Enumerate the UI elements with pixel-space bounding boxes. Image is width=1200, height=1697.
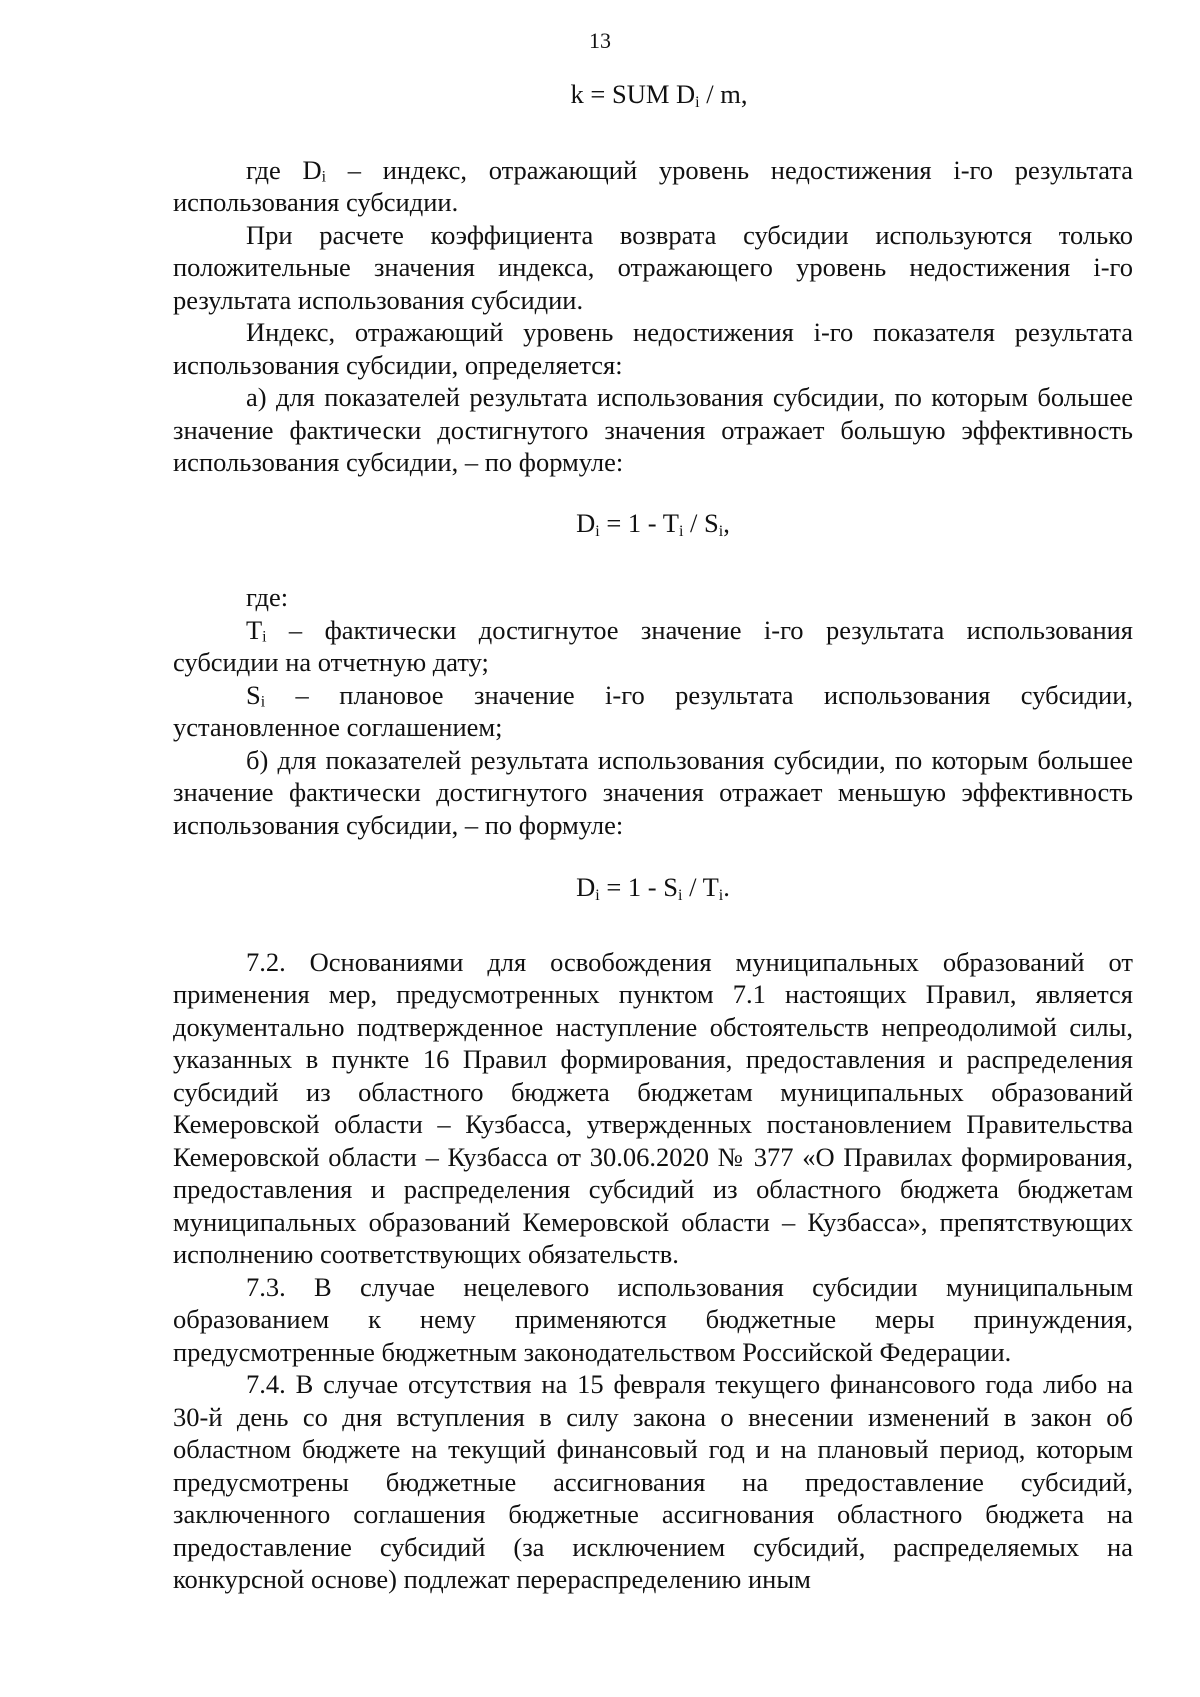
paragraph-7-4: 7.4. В случае отсутствия на 15 февраля текущего финансового года либо на 30-й день со дня вступления в силу закона о внесении изменений в закон об областном бюджете на текущий финансовый год и на плановый период, которым предусмотрены бюджетные ассигнования на предоставление субсидий, заключенного соглашения бюджетные ассигнования областного бюджета на предоставление субсидий (за исключением субсидий, распределяемых на конкурсной основе) подлежат перераспределению иным <box>173 1369 1133 1594</box>
document-body <box>173 78 1133 1596</box>
page-number: 13 <box>589 28 611 53</box>
paragraph-case-b: б) для показателей результата использования субсидии, по которым большее значение фактически достигнутого значения отражает меньшую эффективность использования субсидии, – по формуле: <box>173 744 1133 840</box>
paragraph-case-a: а) для показателей результата использования субсидии, по которым большее значение фактически достигнутого значения отражает большую эффективность использования субсидии, – по формуле: <box>173 382 1133 477</box>
paragraph-7-3: 7.3. В случае нецелевого использования субсидии муниципальным образованием к нему применяются бюджетные меры принуждения, предусмотренные бюджетным законодательством Российской Федерации. <box>173 1271 1133 1367</box>
paragraph-ti-definition: Tᵢ – фактически достигнутое значение i-го результата использования субсидии на отчетную дату; <box>173 614 1133 677</box>
paragraph-7-2: 7.2. Основаниями для освобождения муниципальных образований от применения мер, предусмотренных пунктом 7.1 настоящих Правил, является документально подтвержденное наступление обстоятельств непреодолимой силы, указанных в пункте 16 Правил формирования, предоставления и распределения субсидий из областного бюджета бюджетам муниципальных образований Кемеровской области – Кузбасса, утвержденных постановлением Правительства Кемеровской области – Кузбасса от 30.06.2020 № 377 «О Правилах формирования, предоставления и распределения субсидий из областного бюджета бюджетам муниципальных образований Кемеровской области – Кузбасса», препятствующих исполнению соответствующих обязательств. <box>173 946 1133 1269</box>
paragraph-di-definition: где Dᵢ – индекс, отражающий уровень недостижения i-го результата использования субсидии. <box>173 154 1133 217</box>
formula-di-a: $D_i = 1 - T_i / S_i$, <box>576 507 730 540</box>
paragraph-positive-values: При расчете коэффициента возврата субсидии используются только положительные значения индекса, отражающего уровень недостижения i-го результата использования субсидии. <box>173 219 1133 315</box>
paragraph-si-definition: Sᵢ – плановое значение i-го результата использования субсидии, установленное соглашением; <box>173 679 1133 742</box>
formula-di-b: $D_i = 1 - S_i / T_i$. <box>576 872 730 904</box>
paragraph-where: где: <box>246 582 289 612</box>
formula-k: k = SUM $D_i$ / m, <box>570 79 748 111</box>
paragraph-index-defined: Индекс, отражающий уровень недостижения i-го показателя результата использования субсидии, определяется: <box>173 317 1133 380</box>
